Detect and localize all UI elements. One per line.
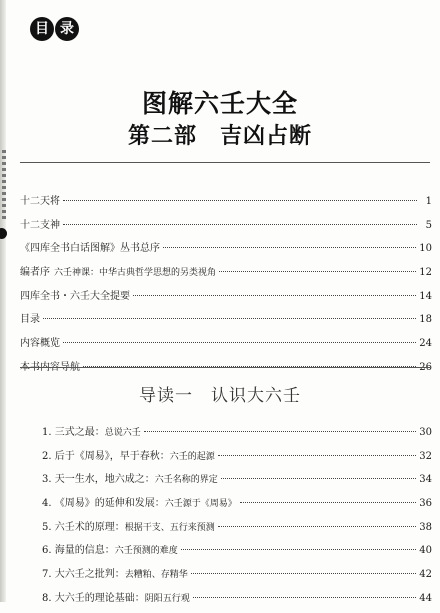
toc-entry-label: 目录 bbox=[20, 314, 40, 326]
toc-entry-label: 5. 六壬术的原理： bbox=[42, 521, 125, 533]
toc-leader-dots bbox=[219, 271, 416, 272]
toc-entry-page: 40 bbox=[419, 545, 432, 557]
toc-entry-page: 10 bbox=[419, 243, 432, 255]
toc-entry[interactable] bbox=[42, 447, 432, 471]
toc-section-list bbox=[42, 423, 432, 613]
contents-badge-1: 目 bbox=[30, 17, 54, 41]
toc-entry-subtitle: 六壬预测的难度 bbox=[114, 546, 178, 557]
toc-entry-page: 1 bbox=[425, 196, 432, 207]
toc-leader-dots bbox=[63, 200, 417, 201]
toc-entry-subtitle: 根据干支、五行来预测 bbox=[124, 522, 215, 533]
part-title: 第二部 吉凶占断 bbox=[127, 123, 312, 149]
toc-entry-page: 30 bbox=[419, 427, 432, 438]
divider-section bbox=[20, 367, 430, 368]
toc-entry-subtitle: 六壬的起源 bbox=[169, 451, 215, 462]
contents-badge-2: 录 bbox=[55, 17, 79, 41]
toc-entry-subtitle: 阴阳五行观 bbox=[144, 593, 190, 604]
toc-entry-label: 四库全书・六壬大全提要 bbox=[20, 290, 130, 302]
toc-entry-page: 36 bbox=[419, 498, 432, 510]
toc-entry-label: 《四库全书白话图解》丛书总序 bbox=[20, 243, 160, 255]
toc-entry-page: 32 bbox=[419, 450, 432, 462]
toc-leader-dots bbox=[163, 247, 416, 248]
toc-entry-page: 44 bbox=[419, 592, 432, 604]
toc-entry-label: 6. 海量的信息： bbox=[42, 545, 115, 557]
toc-entry-subtitle: 六壬名称的界定 bbox=[154, 475, 218, 486]
toc-entry[interactable] bbox=[20, 263, 432, 287]
toc-leader-dots bbox=[221, 478, 417, 479]
toc-entry-subtitle: 去糟粕、存精华 bbox=[124, 570, 188, 581]
toc-entry-page: 14 bbox=[419, 290, 432, 302]
toc-leader-dots bbox=[63, 342, 416, 343]
toc-entry-subtitle: 总说六壬 bbox=[104, 428, 141, 438]
divider-top bbox=[20, 162, 430, 163]
toc-leader-dots bbox=[144, 431, 417, 432]
toc-entry-label: 2. 后于《周易》，早于春秋： bbox=[42, 450, 170, 462]
toc-entry[interactable] bbox=[42, 565, 432, 589]
toc-entry[interactable] bbox=[42, 589, 432, 613]
toc-entry-label: 7. 大六壬之批判： bbox=[42, 569, 125, 581]
toc-leader-dots bbox=[240, 502, 417, 503]
toc-leader-dots bbox=[193, 597, 417, 598]
toc-leader-dots bbox=[43, 318, 416, 319]
toc-entry-label: 8. 大六壬的理论基础： bbox=[42, 592, 145, 604]
toc-entry-subtitle: 六壬神课：中华古典哲学思想的另类视角 bbox=[54, 268, 217, 279]
toc-entry-page: 34 bbox=[419, 474, 432, 486]
toc-entry-page: 18 bbox=[419, 314, 432, 326]
toc-entry-page: 5 bbox=[425, 219, 432, 231]
toc-leader-dots bbox=[133, 295, 416, 296]
toc-entry-label: 3. 天一生水，地六成之： bbox=[42, 474, 155, 486]
toc-entry-label: 十二天将 bbox=[20, 196, 60, 207]
toc-entry-page: 38 bbox=[419, 521, 432, 533]
toc-entry[interactable] bbox=[20, 287, 432, 311]
toc-entry[interactable] bbox=[20, 239, 432, 263]
toc-entry-label: 编者序 bbox=[20, 267, 50, 279]
toc-entry[interactable] bbox=[42, 423, 432, 447]
toc-entry-page: 42 bbox=[419, 569, 432, 581]
toc-entry[interactable] bbox=[20, 358, 432, 382]
toc-leader-dots bbox=[218, 455, 417, 456]
spine-marker bbox=[0, 228, 7, 239]
toc-entry[interactable] bbox=[20, 192, 432, 216]
toc-entry[interactable] bbox=[20, 216, 432, 240]
toc-entry-label: 1. 三式之最： bbox=[42, 427, 105, 438]
toc-leader-dots bbox=[191, 573, 417, 574]
toc-entry-subtitle: 六壬源于《周易》 bbox=[164, 499, 237, 510]
spine-print bbox=[2, 150, 6, 220]
toc-entry-page: 26 bbox=[419, 361, 432, 373]
toc-entry-label: 十二支神 bbox=[20, 219, 60, 231]
toc-entry-label: 本书内容导航 bbox=[20, 361, 80, 373]
toc-entry[interactable] bbox=[42, 494, 432, 518]
toc-entry-label: 内容概览 bbox=[20, 338, 60, 350]
toc-entry-page: 12 bbox=[419, 267, 432, 279]
toc-leader-dots bbox=[181, 549, 417, 550]
toc-entry-page: 24 bbox=[419, 338, 432, 350]
toc-leader-dots bbox=[63, 224, 417, 225]
toc-entry-label: 4. 《周易》的延伸和发展： bbox=[42, 498, 165, 510]
toc-main-list bbox=[20, 192, 432, 382]
toc-entry[interactable] bbox=[42, 518, 432, 542]
book-title: 图解六壬大全 bbox=[141, 89, 298, 118]
toc-entry[interactable] bbox=[20, 334, 432, 358]
toc-entry[interactable] bbox=[42, 541, 432, 565]
section-heading: 导读一 认识大六壬 bbox=[139, 386, 301, 406]
toc-entry[interactable] bbox=[42, 470, 432, 494]
toc-leader-dots bbox=[218, 526, 417, 527]
toc-entry[interactable] bbox=[20, 310, 432, 334]
